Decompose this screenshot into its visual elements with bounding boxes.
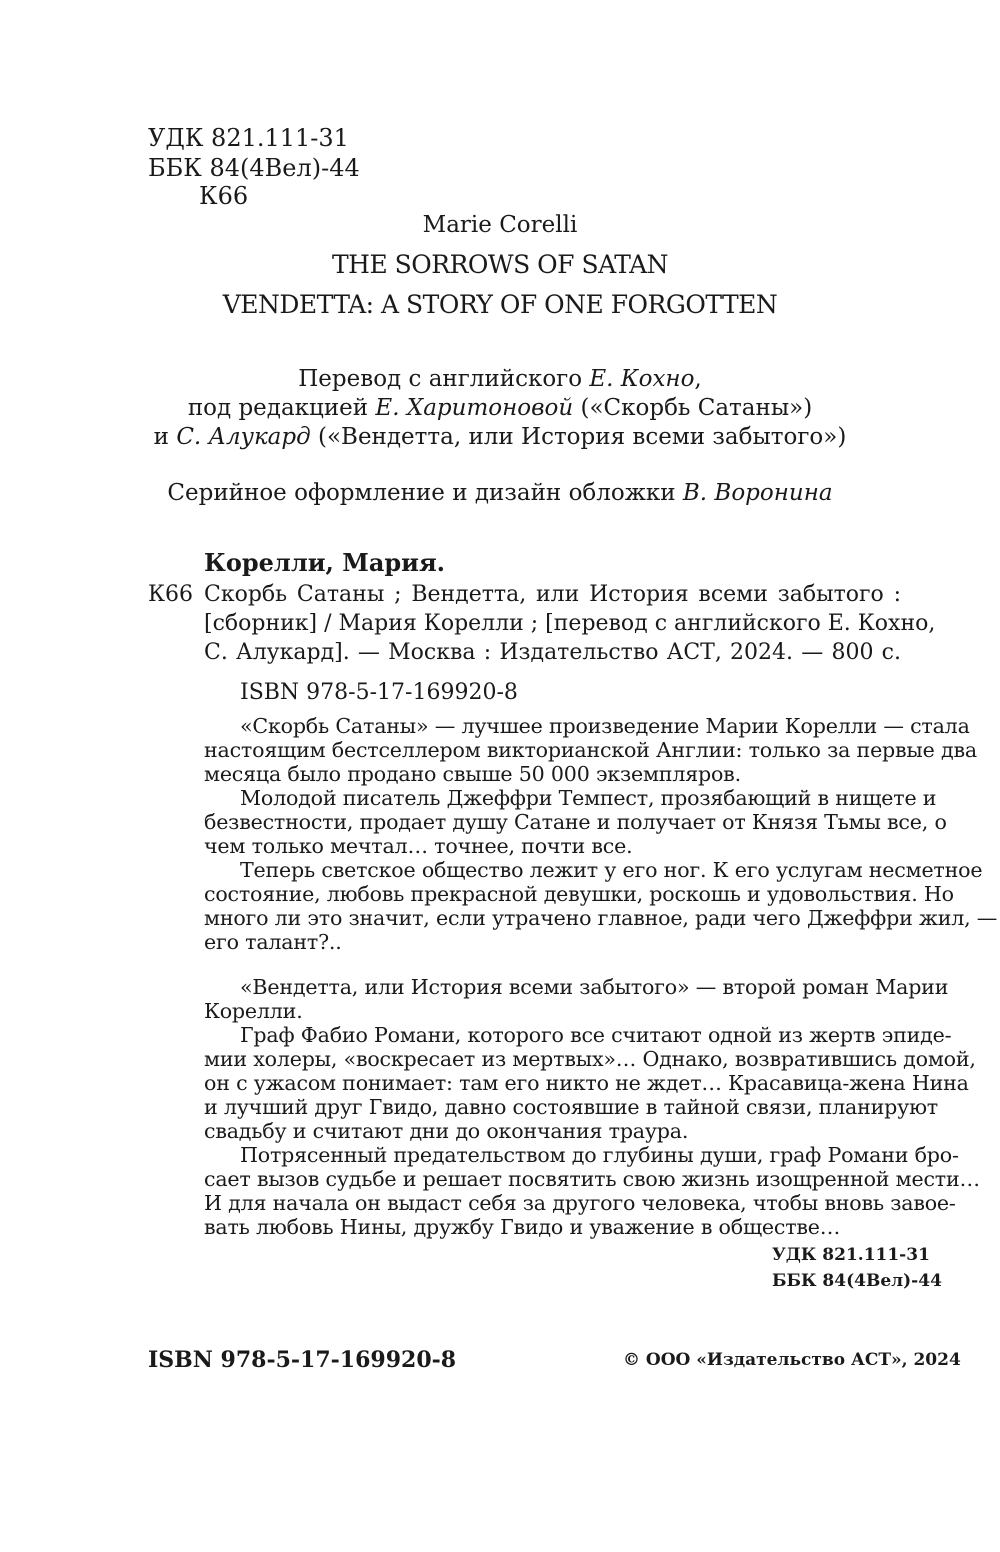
original-title-1: THE SORROWS OF SATAN <box>331 250 669 279</box>
annotation-line: вать любовь Нины, дружбу Гвидо и уважение в обществе… <box>204 1215 841 1239</box>
annotation-line: «Скорбь Сатаны» — лучшее произведение Марии Корелли — стала <box>240 714 970 738</box>
annotation-line: сает вызов судьбе и решает посвятить свою жизнь изощренной мести… <box>204 1167 980 1191</box>
annotation-line: И для начала он выдаст себя за другого человека, чтобы вновь завое- <box>204 1191 956 1215</box>
annotation-line: он с ужасом понимает: там его никто не ждет… Красавица-жена Нина <box>204 1071 969 1095</box>
editor-2-name: С. Алукард <box>176 424 311 450</box>
annotation-line: чем только мечтал… точнее, почти все. <box>204 834 633 858</box>
annotation-line: мии холеры, «воскресает из мертвых»… Однако, возвратившись домой, <box>204 1047 976 1071</box>
credit-line-editor-2: и С. Алукард («Вендетта, или История всеми забытого») <box>153 424 847 450</box>
bibliographic-line: [сборник] / Мария Корелли ; [перевод с английского Е. Кохно, <box>204 611 936 636</box>
annotation-line: свадьбу и считают дни до окончания траура. <box>204 1119 689 1143</box>
bibliographic-line: Скорбь Сатаны ; Вендетта, или История всеми забытого : <box>204 582 901 607</box>
annotation-line: Корелли. <box>204 999 303 1023</box>
author-sign: К66 <box>199 182 249 210</box>
annotation-line: и лучший друг Гвидо, давно состоявшие в тайной связи, планируют <box>204 1095 939 1119</box>
bibliographic-isbn: ISBN 978-5-17-169920-8 <box>240 680 518 705</box>
annotation-line: Молодой писатель Джеффри Темпест, прозябающий в нищете и <box>240 786 937 810</box>
annotation-line: настоящим бестселлером викторианской Англии: только за первые два <box>204 738 977 762</box>
annotation-line: «Вендетта, или История всеми забытого» — второй роман Марии <box>240 975 949 999</box>
annotation-line: состояние, любовь прекрасной девушки, роскошь и удовольствия. Но <box>204 882 954 906</box>
translator-name: Е. Кохно <box>589 366 695 392</box>
annotation-line: его талант?.. <box>204 930 342 954</box>
design-credit: Серийное оформление и дизайн обложки В. Воронина <box>167 480 833 506</box>
annotation-line: месяца было продано свыше 50 000 экземпляров. <box>204 762 741 786</box>
annotation-udk: УДК 821.111-31 <box>772 1245 930 1265</box>
credit-line-editor-1: под редакцией Е. Харитоновой («Скорбь Сатаны») <box>187 395 813 421</box>
annotation-line: Теперь светское общество лежит у его ног. К его услугам несметное <box>240 858 983 882</box>
original-title-2: VENDETTA: A STORY OF ONE FORGOTTEN <box>222 290 778 319</box>
annotation-line: Потрясенный предательством до глубины души, граф Романи бро- <box>240 1143 959 1167</box>
designer-name: В. Воронина <box>682 480 833 506</box>
footer-copyright: © ООО «Издательство АСТ», 2024 <box>623 1350 961 1370</box>
credit-line-translator: Перевод с английского Е. Кохно, <box>298 366 702 392</box>
annotation-line: Граф Фабио Романи, которого все считают одной из жертв эпиде- <box>240 1023 952 1047</box>
annotation-bbk: ББК 84(4Вел)-44 <box>772 1271 942 1291</box>
footer-isbn: ISBN 978-5-17-169920-8 <box>148 1347 457 1373</box>
annotation-line: много ли это значит, если утрачено главное, ради чего Джеффри жил, — <box>204 906 998 930</box>
udk-code: УДК 821.111-31 <box>148 124 349 152</box>
bibliographic-sign: К66 <box>148 582 194 607</box>
annotation-line: безвестности, продает душу Сатане и получает от Князя Тьмы все, о <box>204 810 947 834</box>
original-author: Marie Corelli <box>422 212 578 238</box>
bibliographic-heading: Корелли, Мария. <box>204 548 446 577</box>
bbk-code: ББК 84(4Вел)-44 <box>148 154 360 182</box>
editor-1-name: Е. Харитоновой <box>375 395 574 421</box>
bibliographic-line: С. Алукард]. — Москва : Издательство АСТ, 2024. — 800 с. <box>204 640 901 665</box>
